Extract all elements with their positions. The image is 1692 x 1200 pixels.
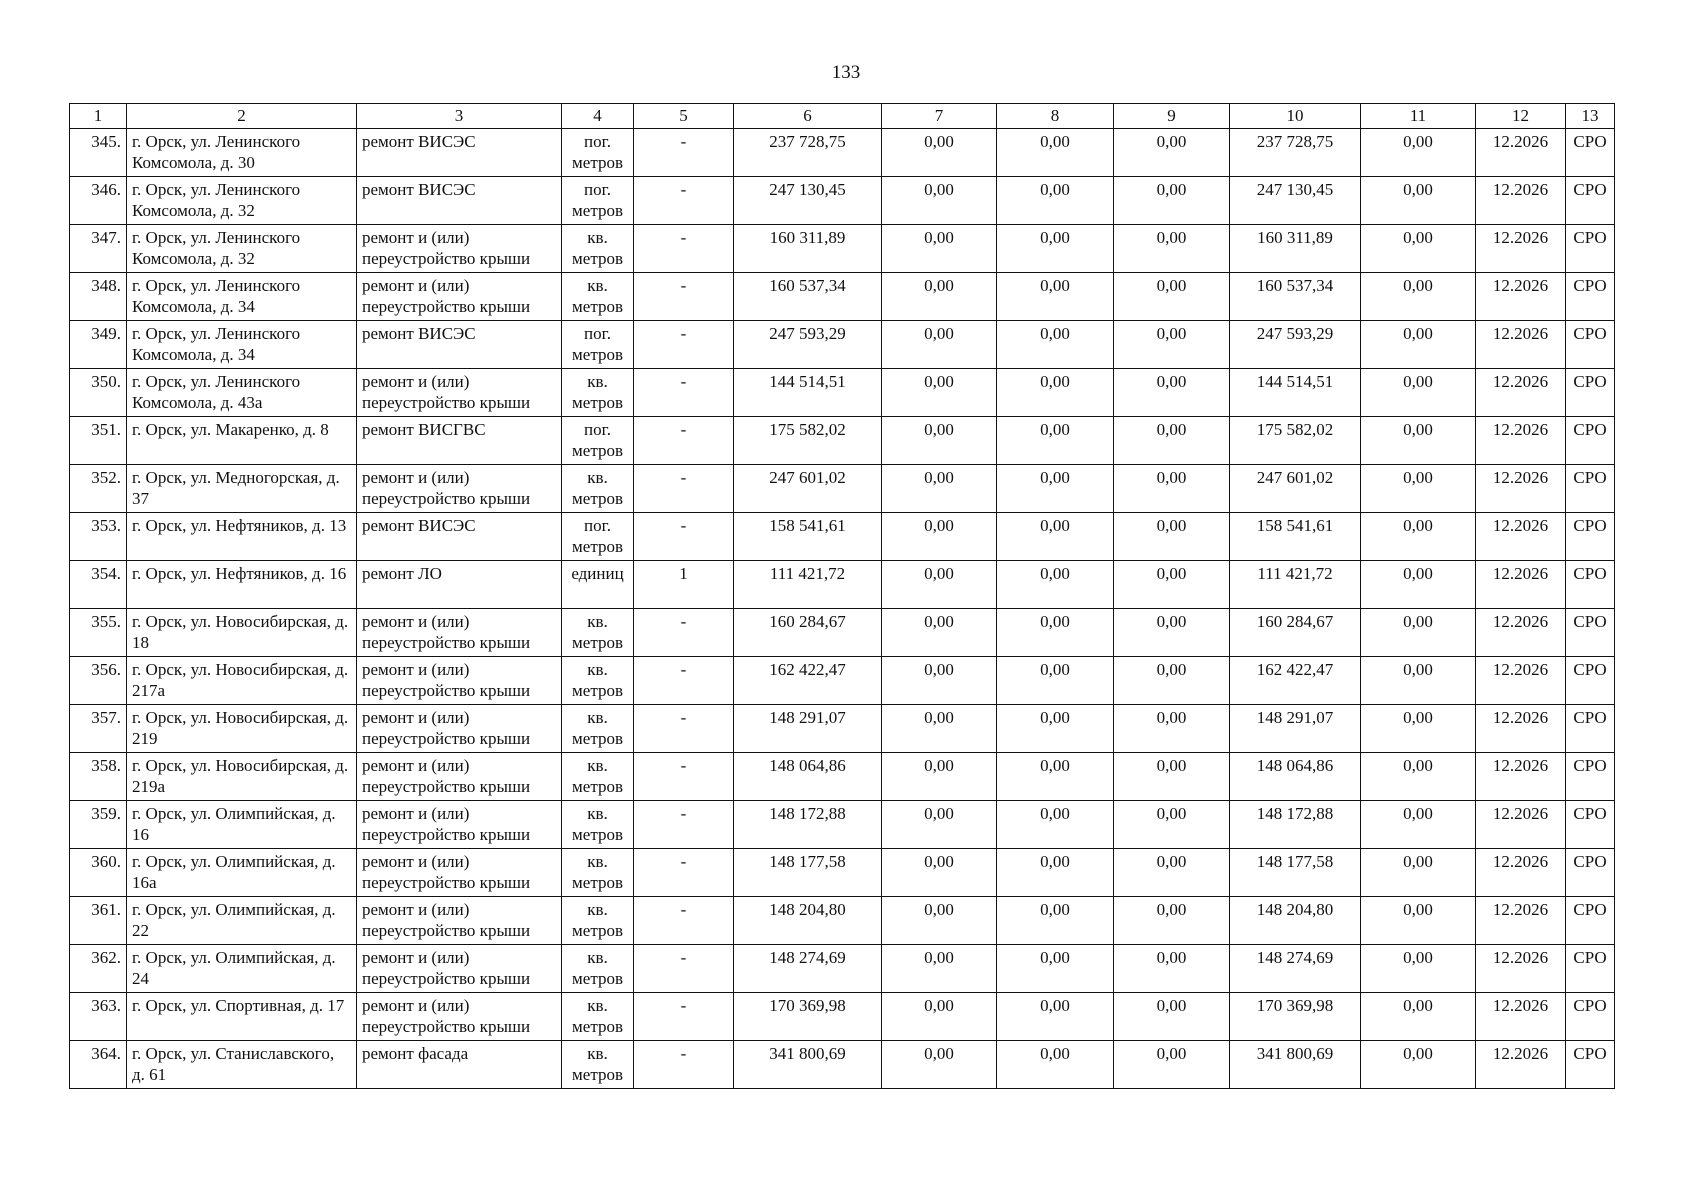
- column-header-3: 3: [357, 104, 562, 129]
- column-10-cell: 148 064,86: [1230, 753, 1361, 801]
- total-cost-cell: 247 601,02: [734, 465, 882, 513]
- quantity-cell: -: [634, 273, 734, 321]
- unit-cell: кв. метров: [562, 849, 634, 897]
- column-10-cell: 237 728,75: [1230, 129, 1361, 177]
- column-8-cell: 0,00: [997, 849, 1114, 897]
- completion-date-cell: 12.2026: [1476, 705, 1566, 753]
- quantity-cell: -: [634, 417, 734, 465]
- column-7-cell: 0,00: [882, 753, 997, 801]
- total-cost-cell: 162 422,47: [734, 657, 882, 705]
- table-row: [70, 1041, 1615, 1089]
- method-cell: СРО: [1566, 225, 1615, 273]
- row-number: 350.: [70, 369, 127, 417]
- row-number: 356.: [70, 657, 127, 705]
- column-header-5: 5: [634, 104, 734, 129]
- column-7-cell: 0,00: [882, 513, 997, 561]
- completion-date-cell: 12.2026: [1476, 993, 1566, 1041]
- column-8-cell: 0,00: [997, 753, 1114, 801]
- column-7-cell: 0,00: [882, 129, 997, 177]
- column-9-cell: 0,00: [1114, 273, 1230, 321]
- table-row: [70, 753, 1615, 801]
- column-8-cell: 0,00: [997, 945, 1114, 993]
- column-header-10: 10: [1230, 104, 1361, 129]
- total-cost-cell: 148 291,07: [734, 705, 882, 753]
- column-9-cell: 0,00: [1114, 897, 1230, 945]
- completion-date-cell: 12.2026: [1476, 465, 1566, 513]
- unit-cell: пог. метров: [562, 513, 634, 561]
- row-number: 361.: [70, 897, 127, 945]
- row-number: 349.: [70, 321, 127, 369]
- address-cell: г. Орск, ул. Ленинского Комсомола, д. 32: [127, 177, 357, 225]
- table-body: [70, 129, 1615, 1089]
- row-number: 357.: [70, 705, 127, 753]
- method-cell: СРО: [1566, 753, 1615, 801]
- column-9-cell: 0,00: [1114, 1041, 1230, 1089]
- quantity-cell: -: [634, 897, 734, 945]
- column-10-cell: 148 172,88: [1230, 801, 1361, 849]
- column-10-cell: 160 284,67: [1230, 609, 1361, 657]
- address-cell: г. Орск, ул. Нефтяников, д. 16: [127, 561, 357, 609]
- unit-cell: кв. метров: [562, 609, 634, 657]
- table-row: [70, 273, 1615, 321]
- column-9-cell: 0,00: [1114, 465, 1230, 513]
- row-number: 359.: [70, 801, 127, 849]
- unit-cell: пог. метров: [562, 321, 634, 369]
- total-cost-cell: 148 177,58: [734, 849, 882, 897]
- completion-date-cell: 12.2026: [1476, 1041, 1566, 1089]
- table-row: [70, 801, 1615, 849]
- method-cell: СРО: [1566, 657, 1615, 705]
- column-10-cell: 160 311,89: [1230, 225, 1361, 273]
- quantity-cell: -: [634, 513, 734, 561]
- row-number: 347.: [70, 225, 127, 273]
- column-9-cell: 0,00: [1114, 129, 1230, 177]
- table-row: [70, 561, 1615, 609]
- method-cell: СРО: [1566, 417, 1615, 465]
- quantity-cell: -: [634, 465, 734, 513]
- column-11-cell: 0,00: [1361, 129, 1476, 177]
- unit-cell: кв. метров: [562, 705, 634, 753]
- column-11-cell: 0,00: [1361, 225, 1476, 273]
- column-header-8: 8: [997, 104, 1114, 129]
- unit-cell: кв. метров: [562, 1041, 634, 1089]
- method-cell: СРО: [1566, 993, 1615, 1041]
- address-cell: г. Орск, ул. Новосибирская, д. 18: [127, 609, 357, 657]
- unit-cell: пог. метров: [562, 177, 634, 225]
- unit-cell: кв. метров: [562, 945, 634, 993]
- column-10-cell: 148 204,80: [1230, 897, 1361, 945]
- table-row: [70, 849, 1615, 897]
- method-cell: СРО: [1566, 273, 1615, 321]
- table-row: [70, 417, 1615, 465]
- work-type-cell: ремонт и (или) переустройство крыши: [357, 849, 562, 897]
- address-cell: г. Орск, ул. Ленинского Комсомола, д. 32: [127, 225, 357, 273]
- completion-date-cell: 12.2026: [1476, 273, 1566, 321]
- address-cell: г. Орск, ул. Макаренко, д. 8: [127, 417, 357, 465]
- work-type-cell: ремонт и (или) переустройство крыши: [357, 225, 562, 273]
- completion-date-cell: 12.2026: [1476, 129, 1566, 177]
- column-7-cell: 0,00: [882, 897, 997, 945]
- column-11-cell: 0,00: [1361, 177, 1476, 225]
- column-9-cell: 0,00: [1114, 753, 1230, 801]
- quantity-cell: -: [634, 1041, 734, 1089]
- work-type-cell: ремонт и (или) переустройство крыши: [357, 945, 562, 993]
- column-8-cell: 0,00: [997, 897, 1114, 945]
- unit-cell: пог. метров: [562, 129, 634, 177]
- column-9-cell: 0,00: [1114, 417, 1230, 465]
- column-10-cell: 175 582,02: [1230, 417, 1361, 465]
- quantity-cell: -: [634, 609, 734, 657]
- column-11-cell: 0,00: [1361, 417, 1476, 465]
- quantity-cell: -: [634, 993, 734, 1041]
- column-10-cell: 170 369,98: [1230, 993, 1361, 1041]
- method-cell: СРО: [1566, 705, 1615, 753]
- work-type-cell: ремонт и (или) переустройство крыши: [357, 369, 562, 417]
- quantity-cell: -: [634, 321, 734, 369]
- total-cost-cell: 341 800,69: [734, 1041, 882, 1089]
- method-cell: СРО: [1566, 177, 1615, 225]
- column-11-cell: 0,00: [1361, 1041, 1476, 1089]
- completion-date-cell: 12.2026: [1476, 753, 1566, 801]
- address-cell: г. Орск, ул. Ленинского Комсомола, д. 34: [127, 273, 357, 321]
- work-type-cell: ремонт ВИСЭС: [357, 177, 562, 225]
- table-row: [70, 657, 1615, 705]
- work-type-cell: ремонт и (или) переустройство крыши: [357, 465, 562, 513]
- column-7-cell: 0,00: [882, 369, 997, 417]
- unit-cell: кв. метров: [562, 897, 634, 945]
- unit-cell: кв. метров: [562, 657, 634, 705]
- column-8-cell: 0,00: [997, 561, 1114, 609]
- total-cost-cell: 160 537,34: [734, 273, 882, 321]
- column-7-cell: 0,00: [882, 225, 997, 273]
- column-10-cell: 247 601,02: [1230, 465, 1361, 513]
- column-header-2: 2: [127, 104, 357, 129]
- completion-date-cell: 12.2026: [1476, 945, 1566, 993]
- column-10-cell: 148 177,58: [1230, 849, 1361, 897]
- address-cell: г. Орск, ул. Олимпийская, д. 16а: [127, 849, 357, 897]
- column-8-cell: 0,00: [997, 129, 1114, 177]
- work-type-cell: ремонт и (или) переустройство крыши: [357, 753, 562, 801]
- total-cost-cell: 148 172,88: [734, 801, 882, 849]
- method-cell: СРО: [1566, 513, 1615, 561]
- total-cost-cell: 160 311,89: [734, 225, 882, 273]
- column-11-cell: 0,00: [1361, 993, 1476, 1041]
- column-7-cell: 0,00: [882, 609, 997, 657]
- unit-cell: кв. метров: [562, 369, 634, 417]
- column-10-cell: 144 514,51: [1230, 369, 1361, 417]
- work-type-cell: ремонт и (или) переустройство крыши: [357, 609, 562, 657]
- total-cost-cell: 175 582,02: [734, 417, 882, 465]
- column-7-cell: 0,00: [882, 273, 997, 321]
- column-11-cell: 0,00: [1361, 609, 1476, 657]
- completion-date-cell: 12.2026: [1476, 177, 1566, 225]
- column-11-cell: 0,00: [1361, 801, 1476, 849]
- unit-cell: пог. метров: [562, 417, 634, 465]
- total-cost-cell: 158 541,61: [734, 513, 882, 561]
- address-cell: г. Орск, ул. Новосибирская, д. 219а: [127, 753, 357, 801]
- row-number: 364.: [70, 1041, 127, 1089]
- address-cell: г. Орск, ул. Олимпийская, д. 22: [127, 897, 357, 945]
- completion-date-cell: 12.2026: [1476, 609, 1566, 657]
- column-10-cell: 162 422,47: [1230, 657, 1361, 705]
- address-cell: г. Орск, ул. Олимпийская, д. 16: [127, 801, 357, 849]
- column-9-cell: 0,00: [1114, 177, 1230, 225]
- column-11-cell: 0,00: [1361, 849, 1476, 897]
- quantity-cell: 1: [634, 561, 734, 609]
- work-type-cell: ремонт и (или) переустройство крыши: [357, 705, 562, 753]
- row-number: 362.: [70, 945, 127, 993]
- address-cell: г. Орск, ул. Олимпийская, д. 24: [127, 945, 357, 993]
- column-header-1: 1: [70, 104, 127, 129]
- work-type-cell: ремонт и (или) переустройство крыши: [357, 801, 562, 849]
- row-number: 363.: [70, 993, 127, 1041]
- address-cell: г. Орск, ул. Медногорская, д. 37: [127, 465, 357, 513]
- column-10-cell: 247 593,29: [1230, 321, 1361, 369]
- column-header-6: 6: [734, 104, 882, 129]
- address-cell: г. Орск, ул. Спортивная, д. 17: [127, 993, 357, 1041]
- work-type-cell: ремонт ВИСЭС: [357, 321, 562, 369]
- column-10-cell: 158 541,61: [1230, 513, 1361, 561]
- method-cell: СРО: [1566, 849, 1615, 897]
- total-cost-cell: 111 421,72: [734, 561, 882, 609]
- row-number: 352.: [70, 465, 127, 513]
- column-11-cell: 0,00: [1361, 321, 1476, 369]
- work-type-cell: ремонт и (или) переустройство крыши: [357, 897, 562, 945]
- column-11-cell: 0,00: [1361, 273, 1476, 321]
- completion-date-cell: 12.2026: [1476, 561, 1566, 609]
- table-row: [70, 705, 1615, 753]
- column-9-cell: 0,00: [1114, 513, 1230, 561]
- column-10-cell: 247 130,45: [1230, 177, 1361, 225]
- column-7-cell: 0,00: [882, 561, 997, 609]
- column-8-cell: 0,00: [997, 369, 1114, 417]
- table-row: [70, 609, 1615, 657]
- method-cell: СРО: [1566, 369, 1615, 417]
- total-cost-cell: 247 130,45: [734, 177, 882, 225]
- address-cell: г. Орск, ул. Новосибирская, д. 217а: [127, 657, 357, 705]
- row-number: 358.: [70, 753, 127, 801]
- column-11-cell: 0,00: [1361, 897, 1476, 945]
- column-header-13: 13: [1566, 104, 1615, 129]
- column-8-cell: 0,00: [997, 1041, 1114, 1089]
- column-7-cell: 0,00: [882, 801, 997, 849]
- column-11-cell: 0,00: [1361, 465, 1476, 513]
- quantity-cell: -: [634, 705, 734, 753]
- total-cost-cell: 148 064,86: [734, 753, 882, 801]
- column-header-7: 7: [882, 104, 997, 129]
- column-11-cell: 0,00: [1361, 705, 1476, 753]
- column-number-header-row: [70, 104, 1615, 129]
- address-cell: г. Орск, ул. Ленинского Комсомола, д. 30: [127, 129, 357, 177]
- column-10-cell: 160 537,34: [1230, 273, 1361, 321]
- column-7-cell: 0,00: [882, 657, 997, 705]
- column-11-cell: 0,00: [1361, 753, 1476, 801]
- column-10-cell: 148 274,69: [1230, 945, 1361, 993]
- column-9-cell: 0,00: [1114, 705, 1230, 753]
- total-cost-cell: 170 369,98: [734, 993, 882, 1041]
- total-cost-cell: 144 514,51: [734, 369, 882, 417]
- column-11-cell: 0,00: [1361, 513, 1476, 561]
- row-number: 354.: [70, 561, 127, 609]
- completion-date-cell: 12.2026: [1476, 897, 1566, 945]
- column-8-cell: 0,00: [997, 177, 1114, 225]
- unit-cell: кв. метров: [562, 993, 634, 1041]
- column-9-cell: 0,00: [1114, 609, 1230, 657]
- table-row: [70, 129, 1615, 177]
- row-number: 353.: [70, 513, 127, 561]
- column-7-cell: 0,00: [882, 177, 997, 225]
- method-cell: СРО: [1566, 129, 1615, 177]
- row-number: 360.: [70, 849, 127, 897]
- work-type-cell: ремонт ВИСЭС: [357, 129, 562, 177]
- column-9-cell: 0,00: [1114, 561, 1230, 609]
- column-7-cell: 0,00: [882, 321, 997, 369]
- completion-date-cell: 12.2026: [1476, 657, 1566, 705]
- column-7-cell: 0,00: [882, 993, 997, 1041]
- column-8-cell: 0,00: [997, 993, 1114, 1041]
- work-type-cell: ремонт и (или) переустройство крыши: [357, 273, 562, 321]
- column-11-cell: 0,00: [1361, 657, 1476, 705]
- quantity-cell: -: [634, 849, 734, 897]
- column-9-cell: 0,00: [1114, 801, 1230, 849]
- table-row: [70, 513, 1615, 561]
- quantity-cell: -: [634, 801, 734, 849]
- address-cell: г. Орск, ул. Ленинского Комсомола, д. 34: [127, 321, 357, 369]
- method-cell: СРО: [1566, 561, 1615, 609]
- method-cell: СРО: [1566, 897, 1615, 945]
- column-9-cell: 0,00: [1114, 993, 1230, 1041]
- column-9-cell: 0,00: [1114, 369, 1230, 417]
- table-row: [70, 321, 1615, 369]
- column-9-cell: 0,00: [1114, 945, 1230, 993]
- column-7-cell: 0,00: [882, 417, 997, 465]
- column-7-cell: 0,00: [882, 849, 997, 897]
- row-number: 345.: [70, 129, 127, 177]
- completion-date-cell: 12.2026: [1476, 417, 1566, 465]
- total-cost-cell: 237 728,75: [734, 129, 882, 177]
- column-8-cell: 0,00: [997, 417, 1114, 465]
- quantity-cell: -: [634, 945, 734, 993]
- column-10-cell: 111 421,72: [1230, 561, 1361, 609]
- row-number: 351.: [70, 417, 127, 465]
- column-9-cell: 0,00: [1114, 657, 1230, 705]
- column-header-11: 11: [1361, 104, 1476, 129]
- work-type-cell: ремонт фасада: [357, 1041, 562, 1089]
- repair-register-table: [69, 103, 1615, 1089]
- column-8-cell: 0,00: [997, 801, 1114, 849]
- address-cell: г. Орск, ул. Нефтяников, д. 13: [127, 513, 357, 561]
- column-7-cell: 0,00: [882, 1041, 997, 1089]
- column-9-cell: 0,00: [1114, 225, 1230, 273]
- unit-cell: единиц: [562, 561, 634, 609]
- method-cell: СРО: [1566, 609, 1615, 657]
- completion-date-cell: 12.2026: [1476, 369, 1566, 417]
- quantity-cell: -: [634, 225, 734, 273]
- unit-cell: кв. метров: [562, 225, 634, 273]
- column-8-cell: 0,00: [997, 321, 1114, 369]
- method-cell: СРО: [1566, 321, 1615, 369]
- quantity-cell: -: [634, 177, 734, 225]
- completion-date-cell: 12.2026: [1476, 849, 1566, 897]
- completion-date-cell: 12.2026: [1476, 513, 1566, 561]
- total-cost-cell: 160 284,67: [734, 609, 882, 657]
- unit-cell: кв. метров: [562, 753, 634, 801]
- column-header-4: 4: [562, 104, 634, 129]
- column-10-cell: 341 800,69: [1230, 1041, 1361, 1089]
- column-8-cell: 0,00: [997, 513, 1114, 561]
- total-cost-cell: 148 274,69: [734, 945, 882, 993]
- completion-date-cell: 12.2026: [1476, 801, 1566, 849]
- quantity-cell: -: [634, 753, 734, 801]
- method-cell: СРО: [1566, 465, 1615, 513]
- completion-date-cell: 12.2026: [1476, 321, 1566, 369]
- quantity-cell: -: [634, 657, 734, 705]
- column-11-cell: 0,00: [1361, 561, 1476, 609]
- table-row: [70, 945, 1615, 993]
- completion-date-cell: 12.2026: [1476, 225, 1566, 273]
- quantity-cell: -: [634, 369, 734, 417]
- table-row: [70, 225, 1615, 273]
- unit-cell: кв. метров: [562, 465, 634, 513]
- row-number: 348.: [70, 273, 127, 321]
- method-cell: СРО: [1566, 801, 1615, 849]
- unit-cell: кв. метров: [562, 801, 634, 849]
- unit-cell: кв. метров: [562, 273, 634, 321]
- address-cell: г. Орск, ул. Ленинского Комсомола, д. 43а: [127, 369, 357, 417]
- table-row: [70, 897, 1615, 945]
- column-header-12: 12: [1476, 104, 1566, 129]
- column-9-cell: 0,00: [1114, 321, 1230, 369]
- total-cost-cell: 148 204,80: [734, 897, 882, 945]
- row-number: 346.: [70, 177, 127, 225]
- column-8-cell: 0,00: [997, 273, 1114, 321]
- column-8-cell: 0,00: [997, 705, 1114, 753]
- work-type-cell: ремонт и (или) переустройство крыши: [357, 657, 562, 705]
- column-8-cell: 0,00: [997, 225, 1114, 273]
- column-11-cell: 0,00: [1361, 945, 1476, 993]
- column-8-cell: 0,00: [997, 657, 1114, 705]
- column-7-cell: 0,00: [882, 705, 997, 753]
- column-9-cell: 0,00: [1114, 849, 1230, 897]
- method-cell: СРО: [1566, 1041, 1615, 1089]
- column-8-cell: 0,00: [997, 465, 1114, 513]
- row-number: 355.: [70, 609, 127, 657]
- total-cost-cell: 247 593,29: [734, 321, 882, 369]
- table-row: [70, 369, 1615, 417]
- table-row: [70, 177, 1615, 225]
- table-row: [70, 465, 1615, 513]
- column-8-cell: 0,00: [997, 609, 1114, 657]
- column-7-cell: 0,00: [882, 465, 997, 513]
- quantity-cell: -: [634, 129, 734, 177]
- table-row: [70, 993, 1615, 1041]
- address-cell: г. Орск, ул. Станиславского, д. 61: [127, 1041, 357, 1089]
- work-type-cell: ремонт ВИСЭС: [357, 513, 562, 561]
- method-cell: СРО: [1566, 945, 1615, 993]
- page-number: 133: [831, 62, 861, 83]
- column-11-cell: 0,00: [1361, 369, 1476, 417]
- work-type-cell: ремонт и (или) переустройство крыши: [357, 993, 562, 1041]
- work-type-cell: ремонт ЛО: [357, 561, 562, 609]
- work-type-cell: ремонт ВИСГВС: [357, 417, 562, 465]
- column-10-cell: 148 291,07: [1230, 705, 1361, 753]
- address-cell: г. Орск, ул. Новосибирская, д. 219: [127, 705, 357, 753]
- column-header-9: 9: [1114, 104, 1230, 129]
- column-7-cell: 0,00: [882, 945, 997, 993]
